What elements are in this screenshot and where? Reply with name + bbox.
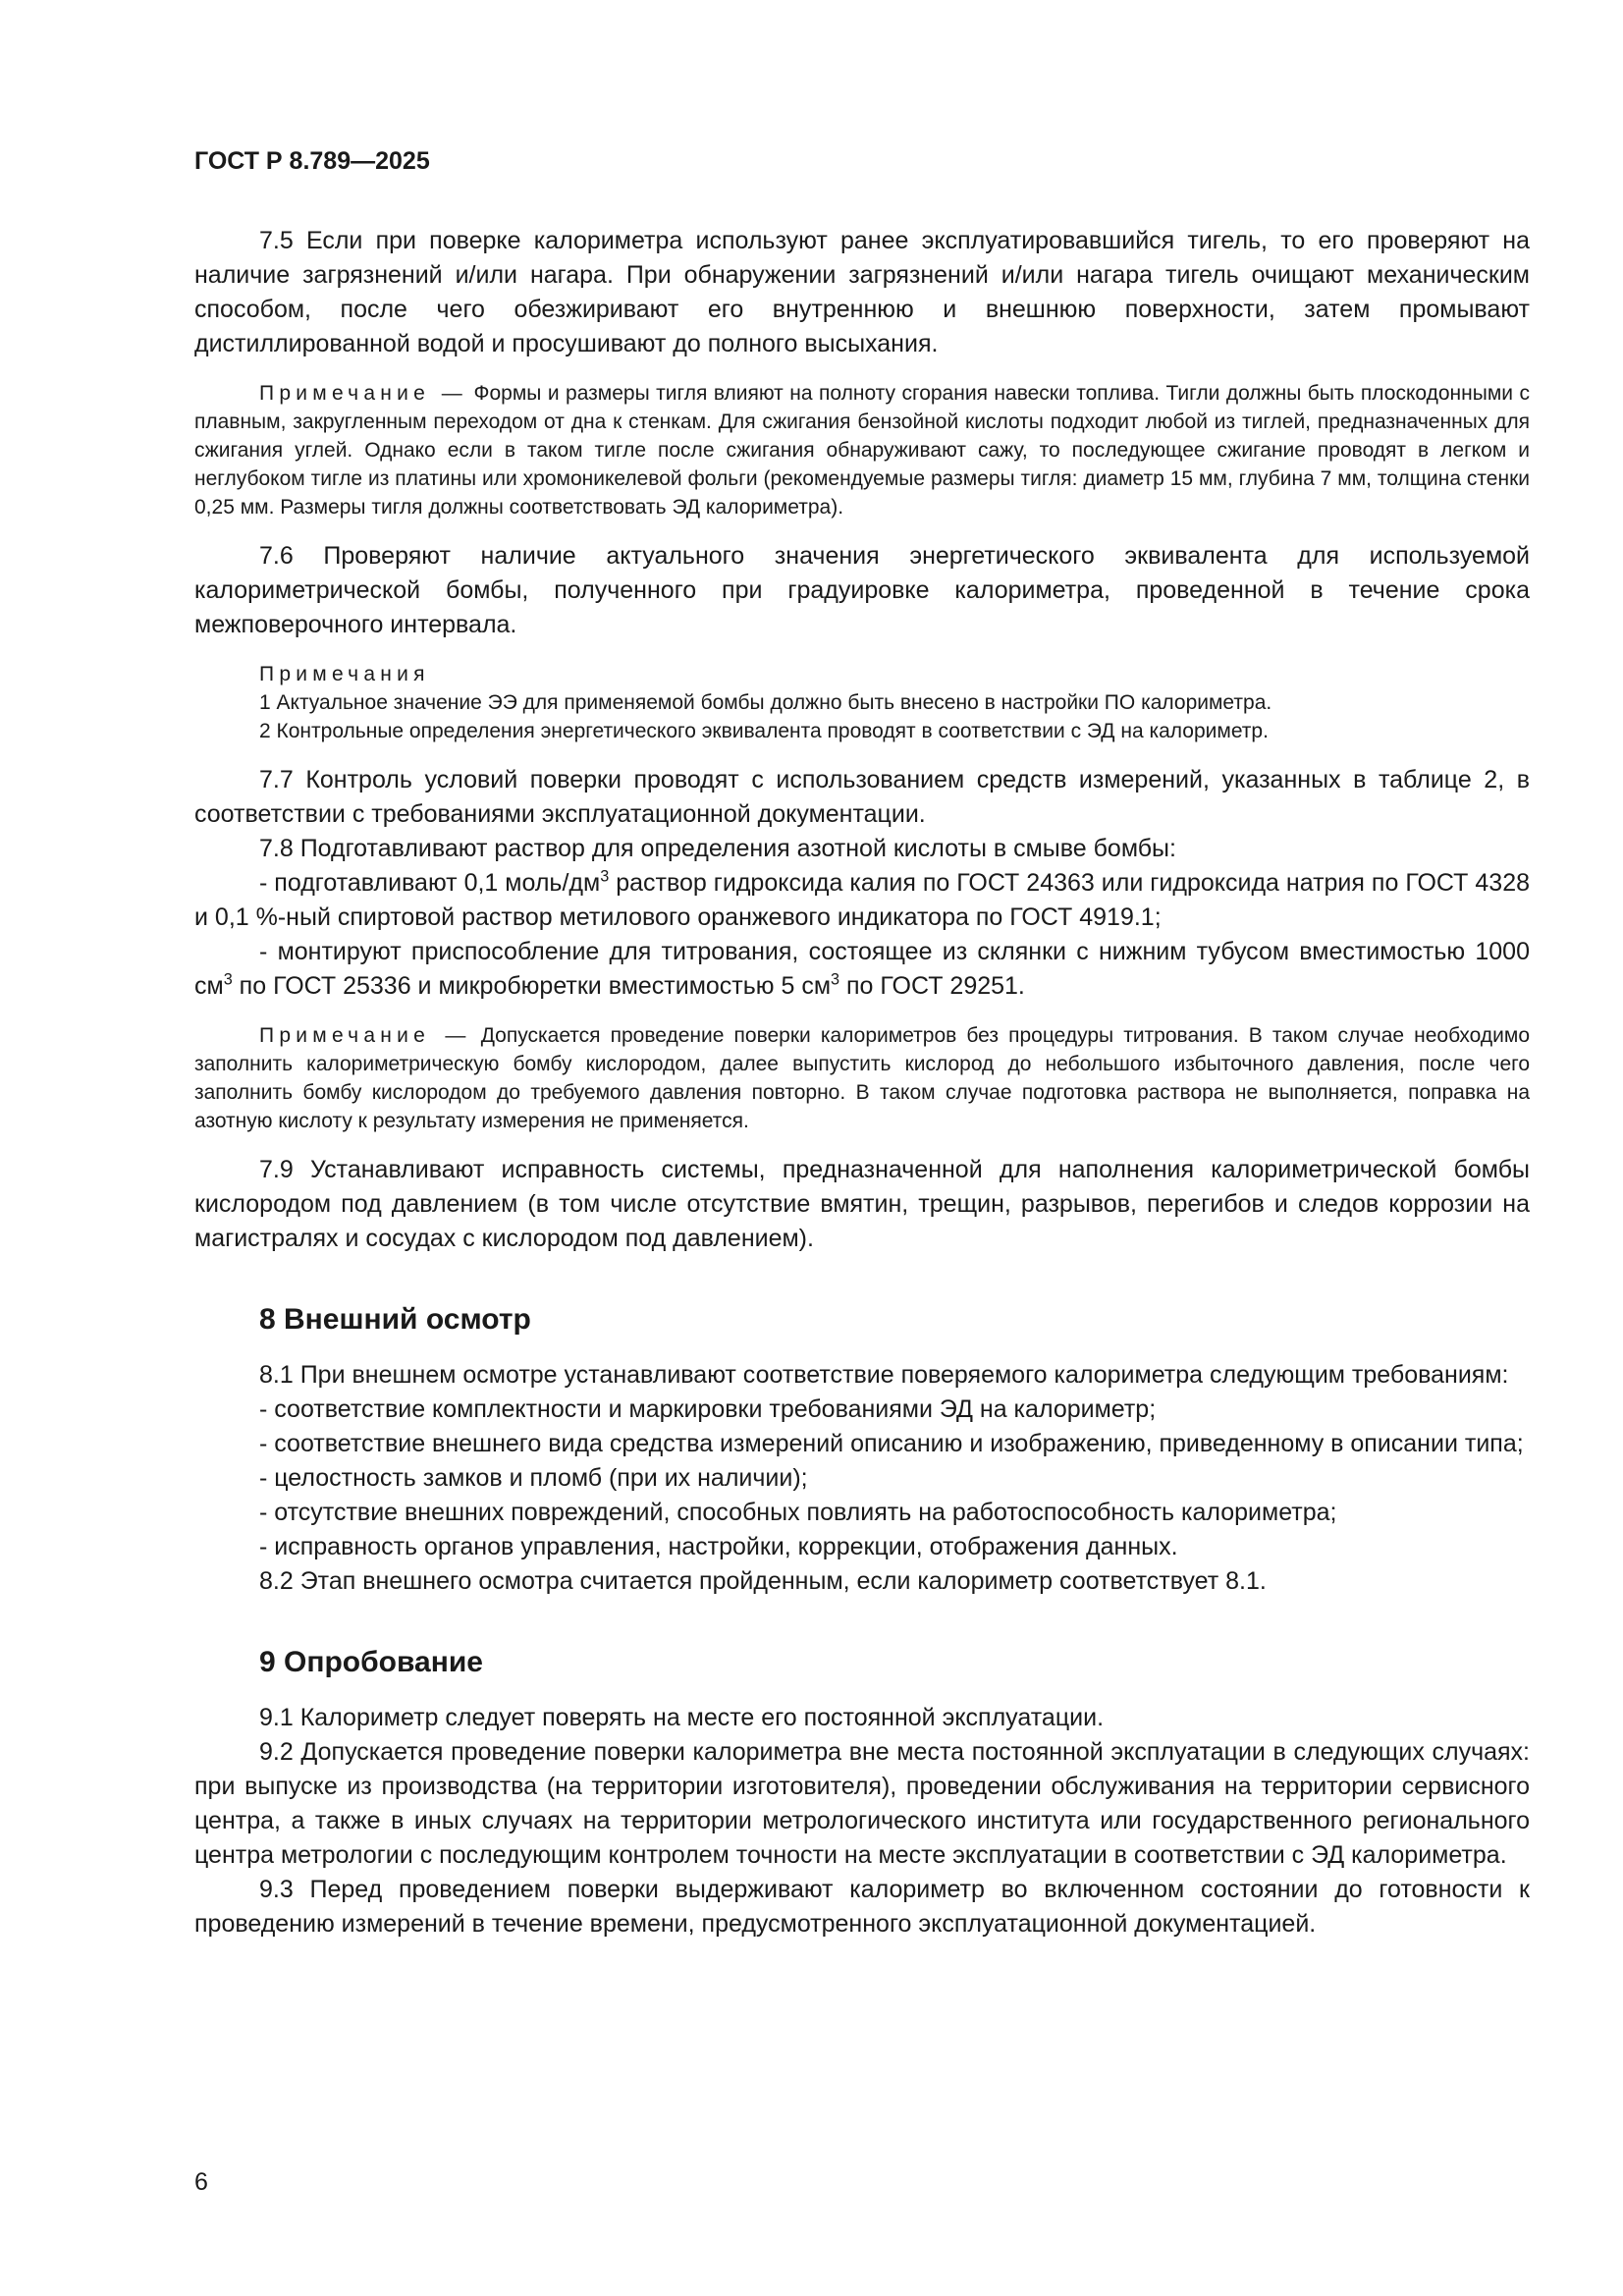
list-text: раствор гидроксида калия по ГОСТ 24363 или гидроксида натрия по ГОСТ 4328 и 0,1 %-ный спиртовой раствор метилового оранжевого индикатора по ГОСТ 4919.1;: [194, 869, 1530, 931]
paragraph-7-7: 7.7 Контроль условий поверки проводят с использованием средств измерений, указанных в таблице 2, в соответствии с требованиями эксплуатационной документации.: [194, 766, 1530, 828]
notes-label: Примечания: [259, 663, 430, 685]
list-text: по ГОСТ 29251.: [839, 972, 1025, 1000]
paragraph-9-3: 9.3 Перед проведением поверки выдерживают калориметр во включенном состоянии до готовности к проведению измерений в течение времени, предусмотренного эксплуатационной документацией.: [194, 1876, 1530, 1938]
list-item: - исправность органов управления, настройки, коррекции, отображения данных.: [259, 1533, 1178, 1560]
list-text: - монтируют приспособление для титрования, состоящее из склянки с нижним тубусом вместимостью 1000 см: [194, 938, 1530, 1000]
list-text: - подготавливают 0,1 моль/дм: [259, 869, 601, 897]
paragraph-7-6: 7.6 Проверяют наличие актуального значения энергетического эквивалента для используемой калориметрической бомбы, полученного при градуировке калориметра, проведенной в течение срока межповерочного интервала.: [194, 542, 1530, 638]
list-text: по ГОСТ 25336 и микробюретки вместимостью 5 см: [232, 972, 832, 1000]
list-item: - соответствие внешнего вида средства измерений описанию и изображению, приведенному в описании типа;: [259, 1430, 1524, 1457]
note-text: Допускается проведение поверки калориметров без процедуры титрования. В таком случае необходимо заполнить калориметрическую бомбу кислородом, далее выпустить кислород до небольшого избыточного давления, после чего заполнить бомбу кислородом до требуемого давления повторно. В таком случае подготовка раствора не выполняется, поправка на азотную кислоту к результату измерения не применяется.: [194, 1024, 1531, 1132]
list-item-7-8-2: [194, 935, 1530, 1004]
document-header: ГОСТ Р 8.789—2025: [194, 147, 430, 175]
paragraph-7-9: 7.9 Устанавливают исправность системы, предназначенной для наполнения калориметрической бомбы кислородом под давлением (в том числе отсутствие вмятин, трещин, разрывов, перегибов и следов коррозии на магистралях и сосудах с кислородом под давлением).: [194, 1156, 1530, 1252]
list-item: - целостность замков и пломб (при их наличии);: [259, 1464, 808, 1492]
section-8-title: 8 Внешний осмотр: [259, 1303, 531, 1336]
paragraph-7-8: 7.8 Подготавливают раствор для определения азотной кислоты в смыве бомбы:: [259, 835, 1176, 862]
note-item-2: 2 Контрольные определения энергетического эквивалента проводят в соответствии с ЭД на калориметр.: [259, 720, 1269, 742]
section-9-title: 9 Опробование: [259, 1646, 483, 1678]
paragraph-9-2: 9.2 Допускается проведение поверки калориметра вне места постоянной эксплуатации в следующих случаях: при выпуске из производства (на территории изготовителя), проведении обслуживания на территории сервисного центра, а также в иных случаях на территории метрологического института или государственного регионального центра метрологии с последующим контролем точности на месте эксплуатации в соответствии с ЭД калориметра.: [194, 1738, 1530, 1869]
paragraph-9-1: 9.1 Калориметр следует поверять на месте его постоянной эксплуатации.: [259, 1704, 1105, 1731]
note-7-5: [194, 379, 1530, 521]
paragraph-8-2: 8.2 Этап внешнего осмотра считается пройденным, если калориметр соответствует 8.1.: [259, 1567, 1267, 1595]
list-item: - соответствие комплектности и маркировки требованиями ЭД на калориметр;: [259, 1395, 1157, 1423]
note-label: Примечание —: [259, 382, 468, 405]
paragraph-8-1: 8.1 При внешнем осмотре устанавливают соответствие поверяемого калориметра следующим требованиям:: [259, 1361, 1509, 1389]
superscript: 3: [831, 970, 840, 989]
superscript: 3: [223, 970, 233, 989]
list-item-7-8-1: [194, 866, 1530, 935]
note-label: Примечание —: [259, 1024, 471, 1047]
superscript: 3: [600, 867, 610, 886]
document-body: [194, 224, 1530, 1941]
note-7-8: [194, 1021, 1530, 1135]
notes-7-6: [194, 660, 1530, 745]
paragraph-7-5: 7.5 Если при поверке калориметра используют ранее эксплуатировавшийся тигель, то его проверяют на наличие загрязнений и/или нагара. При обнаружении загрязнений и/или нагара тигель очищают механическим способом, после чего обезжиривают его внутреннюю и внешнюю поверхности, затем промывают дистиллированной водой и просушивают до полного высыхания.: [194, 227, 1530, 357]
list-item: - отсутствие внешних повреждений, способных повлиять на работоспособность калориметра;: [259, 1499, 1337, 1526]
page-number: 6: [194, 2168, 208, 2196]
note-text: Формы и размеры тигля влияют на полноту сгорания навески топлива. Тигли должны быть плоскодонными с плавным, закругленным переходом от дна к стенкам. Для сжигания бензойной кислоты подходит любой из тиглей, предназначенных для сжигания углей. Однако если в таком тигле после сжигания обнаруживают сажу, то последующее сжигание проводят в легком и неглубоком тигле из платины или хромоникелевой фольги (рекомендуемые размеры тигля: диаметр 15 мм, глубина 7 мм, толщина стенки 0,25 мм. Размеры тигля должны соответствовать ЭД калориметра).: [194, 382, 1530, 519]
note-item-1: 1 Актуальное значение ЭЭ для применяемой бомбы должно быть внесено в настройки ПО калориметра.: [259, 691, 1272, 714]
